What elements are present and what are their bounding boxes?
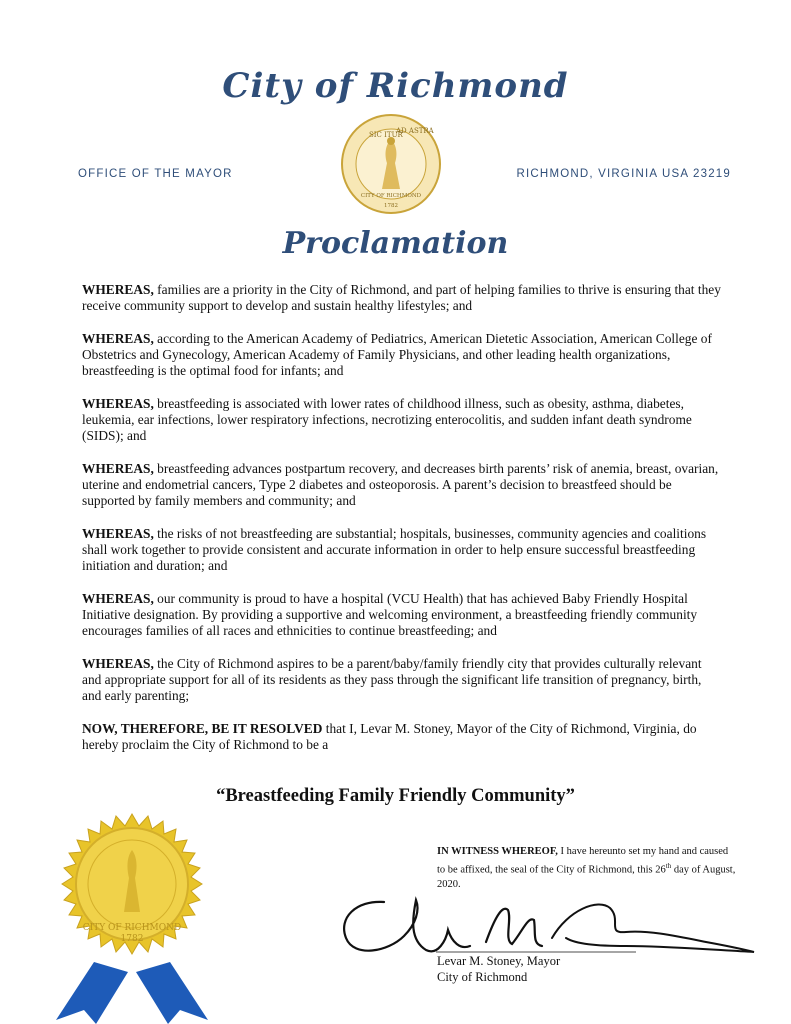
paragraph-lead: WHEREAS, [82,591,154,606]
paragraph [82,331,722,379]
paragraph [82,282,722,314]
paragraph-text: families are a priority in the City of Richmond, and part of helping families to thrive is ensuring that they receive community support to develop and sustain healthy lifestyles; and [82,282,721,313]
witness-text-end: day of August, 2020. [437,864,736,890]
signatory-name: Levar M. Stoney, Mayor [437,954,561,968]
seal-motto-right: AD ASTRA [396,127,434,135]
paragraph-text: breastfeeding is associated with lower rates of childhood illness, such as obesity, asthma, diabetes, leukemia, ear infections, lower respiratory infections, necrotizing enterocolitis, and sudden infant death syndrome (SIDS); and [82,396,692,443]
office-label: OFFICE OF THE MAYOR [78,168,233,180]
signatory-block [437,953,560,985]
paragraph-lead: WHEREAS, [82,656,154,671]
designation-title: “Breastfeeding Family Friendly Community” [216,786,575,806]
seal-year: 1782 [384,203,398,209]
resolution-paragraph [82,721,722,753]
seal-city-name: CITY OF RICHMOND [360,193,422,199]
paragraph-text: according to the American Academy of Pediatrics, American Dietetic Association, American College of Obstetrics and Gynecology, American Academy of Family Physicians, and other leading health organizations, breastfeeding is the optimal food for infants; and [82,331,712,378]
address-label: RICHMOND, VIRGINIA USA 23219 [516,168,731,180]
gold-foil-seal [36,812,228,1024]
witness-text: I have hereunto set my hand and caused to be affixed, the seal of the City of Richmond, this 26 [437,846,729,876]
paragraph [82,526,722,574]
paragraph [82,656,722,704]
paragraph-lead: NOW, THEREFORE, BE IT RESOLVED [82,721,323,736]
witness-ordinal: th [665,862,672,870]
signatory-org: City of Richmond [437,970,528,984]
paragraph-lead: WHEREAS, [82,526,154,541]
paragraph-text: the risks of not breastfeeding are substantial; hospitals, businesses, community agencies and coalitions shall work together to provide consistent and accurate information in order to help ensure successful breastfeeding initiation and duration; and [82,526,707,573]
city-seal-emblem [340,113,442,215]
paragraph-lead: WHEREAS, [82,331,154,346]
witness-lead: IN WITNESS WHEREOF, [437,846,558,857]
city-title: City of Richmond [222,66,569,106]
gold-seal-city: CITY OF RICHMOND [82,923,182,933]
paragraph [82,396,722,444]
proclamation-body [82,282,722,770]
paragraph-text: that I, Levar M. Stoney, Mayor of the City of Richmond, Virginia, do hereby proclaim the City of Richmond to be a [82,721,697,752]
paragraph-text: the City of Richmond aspires to be a parent/baby/family friendly city that provides culturally relevant and appropriate support for all of its residents as they pass through the significant life transition of pregnancy, birth, and early parenting; [82,656,702,703]
paragraph-text: breastfeeding advances postpartum recovery, and decreases birth parents’ risk of anemia, breast, ovarian, uterine and endometrial cancers, Type 2 diabetes and osteoporosis. A parent’s decision to breastfeed should be supported by family members and community; and [82,461,719,508]
proclamation-title: Proclamation [282,226,509,261]
paragraph-text: our community is proud to have a hospital (VCU Health) that has achieved Baby Friendly Hospital Initiative designation. By providing a supportive and welcoming environment, a breastfeeding friendly community encourages families of all races and ethnicities to continue breastfeeding; and [82,591,698,638]
paragraph [82,461,722,509]
paragraph [82,591,722,639]
gold-seal-year: 1782 [120,934,144,944]
seal-motto-left: SIC ITUR [369,131,403,139]
paragraph-lead: WHEREAS, [82,461,154,476]
paragraph-lead: WHEREAS, [82,396,154,411]
paragraph-lead: WHEREAS, [82,282,154,297]
